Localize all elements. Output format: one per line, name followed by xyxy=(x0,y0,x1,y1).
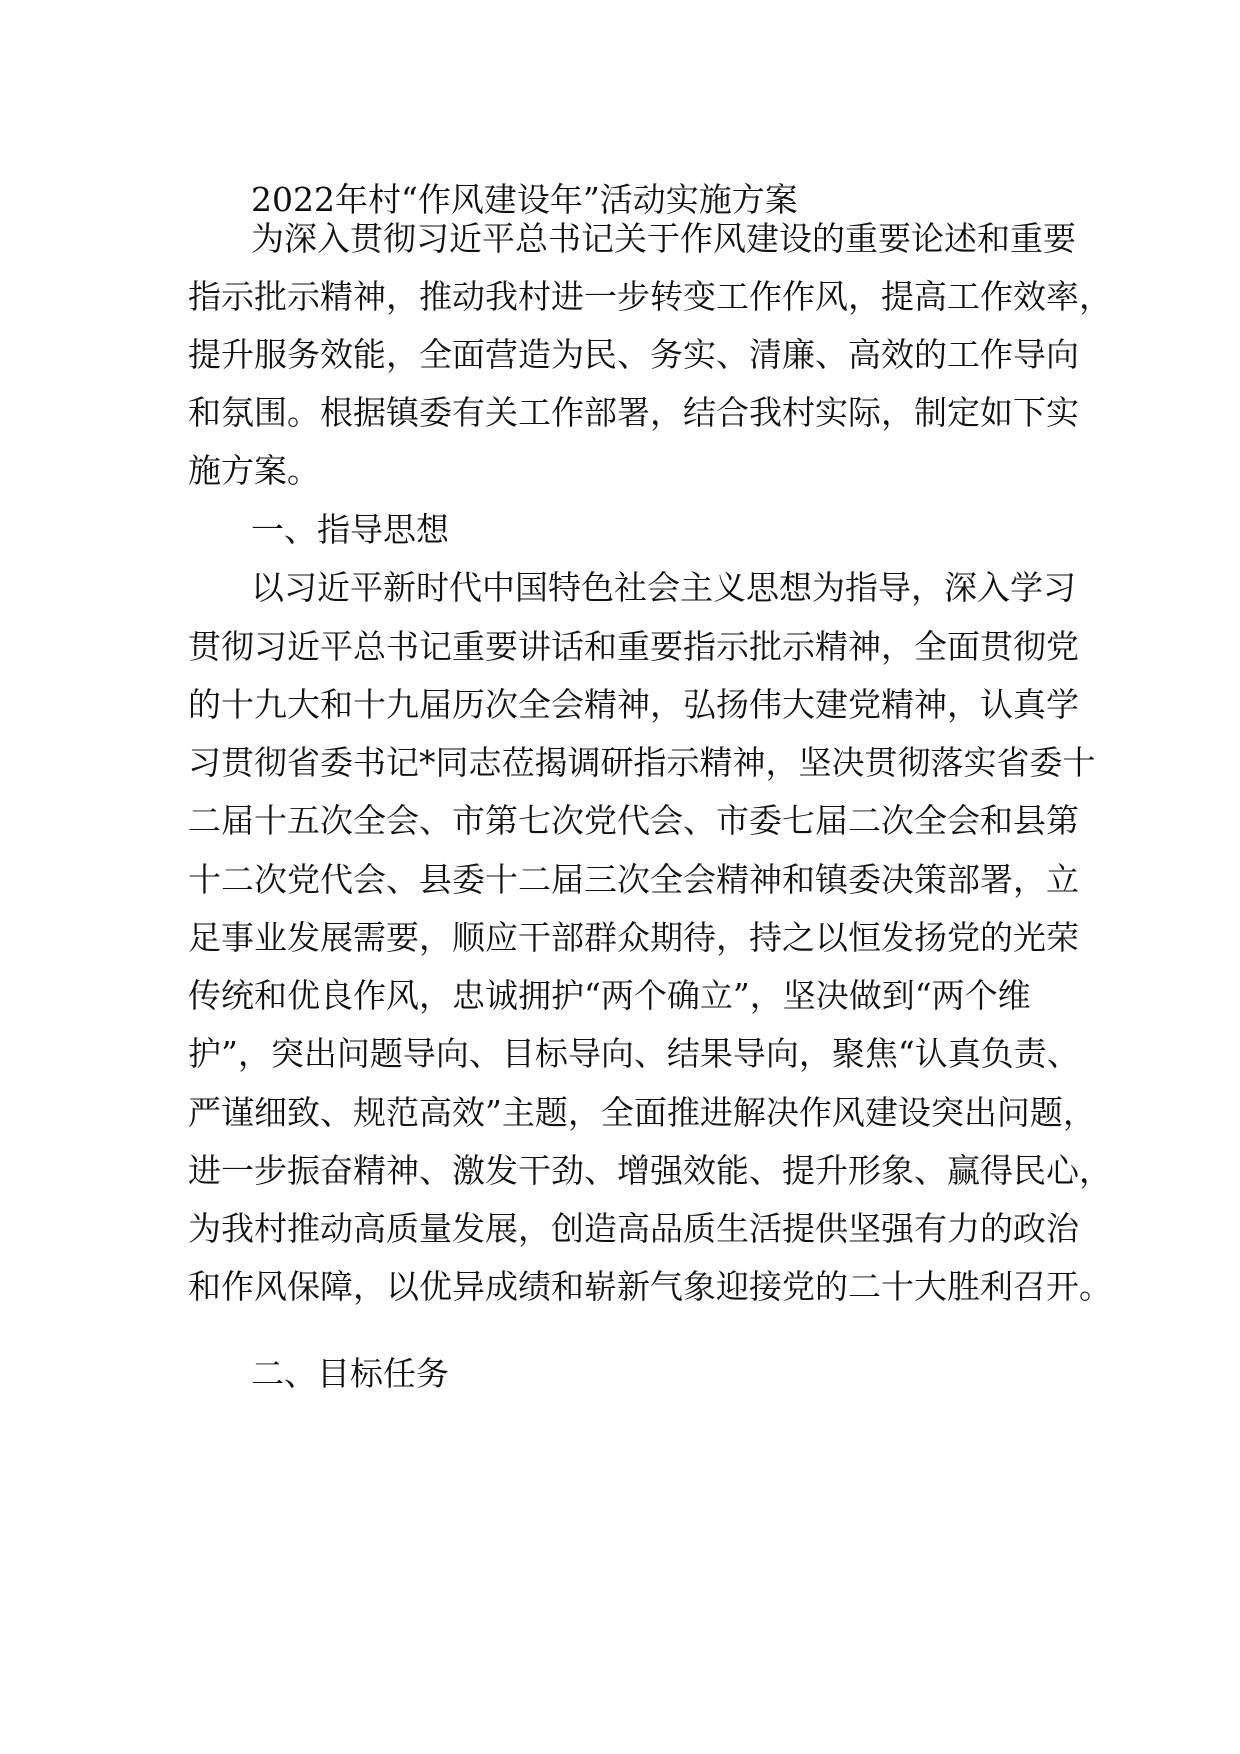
section1-line: 为我村推动高质量发展，创造高品质生活提供坚强有力的政治 xyxy=(188,1209,1079,1248)
section-heading: 二、目标任务 xyxy=(251,1354,449,1393)
intro-line: 提升服务效能，全面营造为民、务实、清廉、高效的工作导向 xyxy=(188,335,1079,374)
section1-line: 和作风保障，以优异成绩和崭新气象迎接党的二十大胜利召开。 xyxy=(188,1267,1112,1306)
section1-line: 以习近平新时代中国特色社会主义思想为指导，深入学习 xyxy=(251,568,1076,607)
intro-line: 施方案。 xyxy=(188,451,320,490)
section1-line: 护”，突出问题导向、目标导向、结果导向，聚焦“认真负责、 xyxy=(188,1034,1080,1073)
section-heading: 一、指导思想 xyxy=(251,510,449,549)
intro-line: 为深入贯彻习近平总书记关于作风建设的重要论述和重要 xyxy=(251,219,1076,258)
intro-line: 和氛围。根据镇委有关工作部署，结合我村实际，制定如下实 xyxy=(188,393,1079,432)
section1-line: 的十九大和十九届历次全会精神，弘扬伟大建党精神，认真学 xyxy=(188,685,1079,724)
section1-line: 习贯彻省委书记*同志莅揭调研指示精神，坚决贯彻落实省委十 xyxy=(188,743,1096,782)
section1-line: 贯彻习近平总书记重要讲话和重要指示批示精神，全面贯彻党 xyxy=(188,627,1079,666)
document-title: 2022年村“作风建设年”活动实施方案 xyxy=(251,180,798,219)
section1-line: 严谨细致、规范高效”主题，全面推进解决作风建设突出问题， xyxy=(188,1093,1096,1132)
section1-line: 足事业发展需要，顺应干部群众期待，持之以恒发扬党的光荣 xyxy=(188,918,1079,957)
section1-line: 二届十五次全会、市第七次党代会、市委七届二次全会和县第 xyxy=(188,801,1079,840)
section1-line: 传统和优良作风，忠诚拥护“两个确立”，坚决做到“两个维 xyxy=(188,976,1031,1015)
section1-line: 十二次党代会、县委十二届三次全会精神和镇委决策部署，立 xyxy=(188,860,1079,899)
section1-line: 进一步振奋精神、激发干劲、增强效能、提升形象、赢得民心， xyxy=(188,1151,1112,1190)
intro-line: 指示批示精神，推动我村进一步转变工作作风，提高工作效率， xyxy=(188,277,1112,316)
